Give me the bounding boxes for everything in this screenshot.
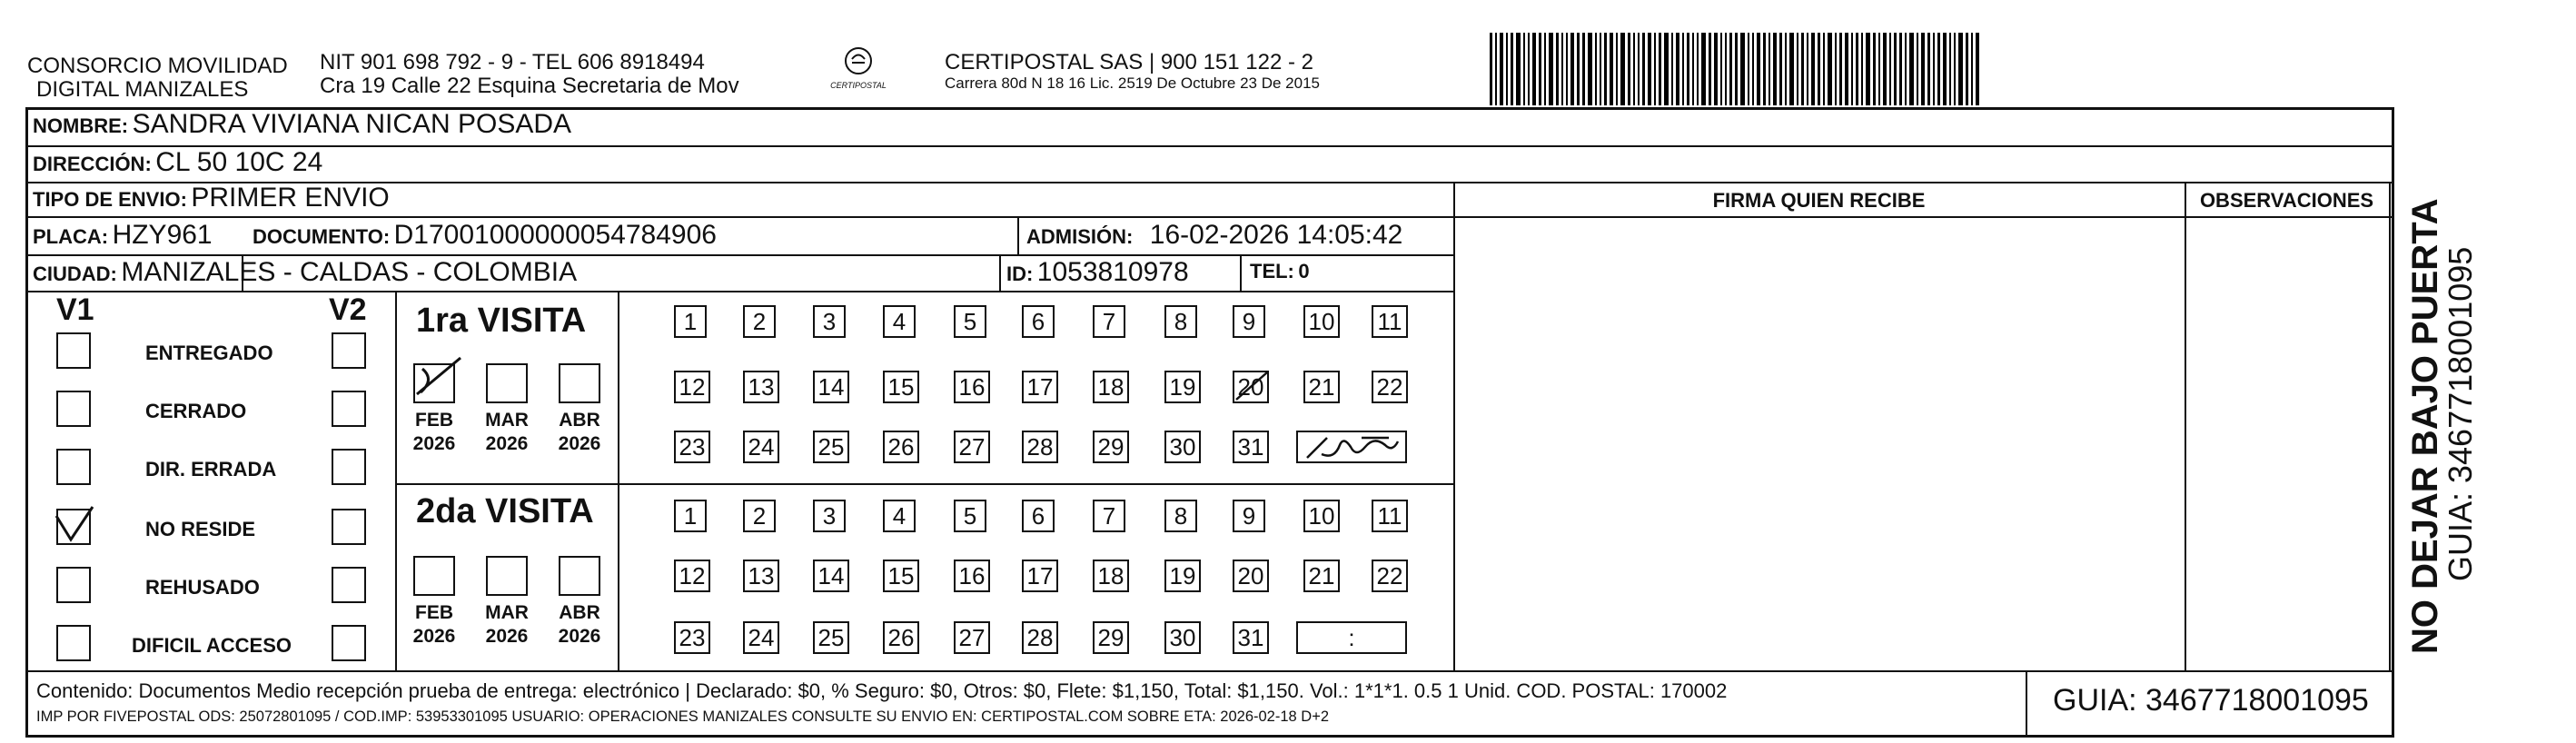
second-day-10[interactable]: 10: [1303, 500, 1340, 532]
logo-text: CERTIPOSTAL: [830, 81, 887, 90]
consorcio-line1: CONSORCIO MOVILIDAD: [27, 54, 288, 78]
first-time-box[interactable]: [1296, 431, 1407, 463]
barcode-bar: [1889, 33, 1891, 105]
barcode-bar: [1883, 33, 1887, 105]
barcode-bar: [1958, 33, 1963, 105]
first-day-11[interactable]: 11: [1372, 305, 1408, 338]
barcode-bar: [1604, 33, 1607, 105]
barcode-bar: [1664, 33, 1669, 105]
barcode-bar: [1866, 33, 1870, 105]
barcode-bar: [1835, 33, 1837, 105]
tel-value: 0: [1298, 260, 1310, 282]
second-day-24[interactable]: 24: [743, 621, 779, 654]
first-day-25[interactable]: 25: [813, 431, 849, 463]
month-name: ABR: [559, 410, 600, 431]
barcode-bar: [1544, 33, 1546, 105]
barcode-bar: [1659, 33, 1661, 105]
ciudad-field: [33, 257, 577, 288]
barcode-bar: [1701, 33, 1706, 105]
barcode-bar: [1628, 33, 1630, 105]
first-day-14[interactable]: 14: [813, 371, 849, 403]
first-day-4[interactable]: 4: [883, 305, 916, 338]
v1-checkbox-dificil-acceso[interactable]: [56, 625, 91, 661]
tipo-envio-field: [33, 183, 390, 213]
barcode-bar: [1511, 33, 1513, 105]
barcode-bar: [1735, 33, 1738, 105]
barcode-bar: [1839, 33, 1842, 105]
barcode-bar: [1616, 33, 1618, 105]
tipo-envio-value: PRIMER ENVIO: [191, 183, 390, 213]
placa-value: HZY961: [112, 220, 213, 250]
barcode-bar: [1610, 33, 1613, 105]
first-month-label-mar: [480, 409, 534, 456]
admision-label: ADMISIÓN:: [1026, 225, 1134, 248]
barcode-bar: [1671, 33, 1673, 105]
barcode-bar: [1600, 33, 1601, 105]
first-month-label-abr: [552, 409, 607, 456]
barcode-bar: [1725, 33, 1727, 105]
first-day-31[interactable]: 31: [1233, 431, 1269, 463]
barcode-bar: [1682, 33, 1684, 105]
nit-line1: NIT 901 698 792 - 9 - TEL 606 8918494: [320, 50, 705, 74]
barcode-bar: [1823, 33, 1825, 105]
v2-checkbox-dir-errada[interactable]: [332, 449, 366, 485]
second-day-17[interactable]: 17: [1022, 560, 1058, 592]
v2-checkbox-no-reside[interactable]: [332, 509, 366, 545]
imp-text: IMP POR FIVEPOSTAL ODS: 25072801095 / COD.IMP: 53953301095 USUARIO: OPERACIONES MANIZALES CONSULTE SU ENVIO EN: CERTIPOSTAL.COM SOBRE ETA: 2026-02-18 D+2: [36, 708, 1330, 725]
month-year: 2026: [485, 626, 529, 647]
barcode-bar: [1818, 33, 1820, 105]
barcode-bar: [1633, 33, 1635, 105]
barcode-bar: [1785, 33, 1787, 105]
documento-label: DOCUMENTO:: [253, 225, 391, 248]
second-month-box-abr[interactable]: [559, 556, 600, 596]
first-day-17[interactable]: 17: [1022, 371, 1058, 403]
first-day-26[interactable]: 26: [883, 431, 919, 463]
barcode-bar: [1828, 33, 1832, 105]
v2-checkbox-entregado[interactable]: [332, 332, 366, 369]
barcode-bar: [1556, 33, 1559, 105]
ciudad-value: MANIZALES - CALDAS - COLOMBIA: [121, 257, 578, 287]
observaciones-header: OBSERVACIONES: [2199, 189, 2374, 212]
certipostal-line2: Carrera 80d N 18 16 Lic. 2519 De Octubre 23 De 2015: [945, 74, 1320, 92]
barcode-bar: [1966, 33, 1968, 105]
placa-field: [33, 220, 213, 251]
second-day-30[interactable]: 30: [1164, 621, 1201, 654]
logo-icon: [843, 45, 874, 76]
barcode-bar: [1752, 33, 1754, 105]
barcode-bar: [1811, 33, 1815, 105]
second-day-27[interactable]: 27: [954, 621, 990, 654]
documento-field: [253, 220, 717, 251]
barcode-bar: [1921, 33, 1925, 105]
month-year: 2026: [558, 433, 601, 454]
certipostal-logo: [822, 45, 895, 90]
first-day-2[interactable]: 2: [743, 305, 776, 338]
first-day-15[interactable]: 15: [883, 371, 919, 403]
observaciones-area[interactable]: [2186, 218, 2389, 670]
barcode-bar: [1769, 33, 1770, 105]
barcode-bar: [1856, 33, 1858, 105]
barcode: [1490, 33, 1982, 105]
v2-checkbox-dificil-acceso[interactable]: [332, 625, 366, 661]
second-day-20[interactable]: 20: [1233, 560, 1269, 592]
status-label-entregado: ENTREGADO: [145, 342, 273, 364]
first-day-28[interactable]: 28: [1022, 431, 1058, 463]
second-day-23[interactable]: 23: [674, 621, 710, 654]
barcode-bar: [1709, 33, 1711, 105]
barcode-bar: [1976, 33, 1979, 105]
status-label-dificil-acceso: DIFICIL ACCESO: [132, 634, 292, 657]
handwritten-time: [1298, 432, 1405, 461]
barcode-bar: [1909, 33, 1914, 105]
second-day-3[interactable]: 3: [813, 500, 846, 532]
barcode-bar: [1692, 33, 1694, 105]
status-label-no-reside: NO RESIDE: [145, 518, 256, 540]
barcode-bar: [1789, 33, 1794, 105]
barcode-bar: [1642, 33, 1645, 105]
barcode-bar: [1779, 33, 1782, 105]
barcode-bar: [1894, 33, 1897, 105]
barcode-bar: [1500, 33, 1503, 105]
v2-checkbox-rehusado[interactable]: [332, 567, 366, 603]
status-label-cerrado: CERRADO: [145, 400, 247, 422]
second-day-8[interactable]: 8: [1164, 500, 1197, 532]
tel-label: TEL:: [1250, 260, 1294, 282]
barcode-bar: [1899, 33, 1902, 105]
first-day-24[interactable]: 24: [743, 431, 779, 463]
first-day-29[interactable]: 29: [1093, 431, 1129, 463]
month-name: FEB: [415, 602, 453, 623]
first-day-9[interactable]: 9: [1233, 305, 1265, 338]
status-label-rehusado: REHUSADO: [145, 576, 260, 599]
barcode-bar: [1933, 33, 1935, 105]
second-month-label-mar: [480, 601, 534, 649]
barcode-bar: [1549, 33, 1553, 105]
first-visit-title: 1ra VISITA: [416, 302, 587, 340]
second-month-box-mar[interactable]: [486, 556, 528, 596]
no-dejar-bajo-puerta: NO DEJAR BAJO PUERTA: [2405, 198, 2445, 654]
first-day-20[interactable]: 20: [1233, 371, 1269, 403]
barcode-bar: [1851, 33, 1853, 105]
barcode-bar: [1943, 33, 1947, 105]
certipostal-line1: CERTIPOSTAL SAS | 900 151 122 - 2: [945, 50, 1313, 74]
contenido-text: Contenido: Documentos Medio recepción prueba de entrega: electrónico | Declarado: $0, % Seguro: $0, Otros: $0, Flete: $1,150, Total: $1,150. Vol.: 1*1*1. 0.5 1 Unid. COD. POSTAL: 170002: [36, 679, 1728, 702]
barcode-bar: [1763, 33, 1766, 105]
placa-label: PLACA:: [33, 225, 109, 248]
second-day-18[interactable]: 18: [1093, 560, 1129, 592]
certipostal-block: [945, 51, 1320, 93]
second-visit-title: 2da VISITA: [416, 492, 594, 530]
second-day-5[interactable]: 5: [954, 500, 986, 532]
barcode-bar: [1495, 33, 1497, 105]
second-day-26[interactable]: 26: [883, 621, 919, 654]
second-day-31[interactable]: 31: [1233, 621, 1269, 654]
barcode-bar: [1490, 33, 1492, 105]
v2-checkbox-cerrado[interactable]: [332, 391, 366, 427]
nombre-label: NOMBRE:: [33, 114, 129, 137]
month-name: MAR: [485, 410, 529, 431]
barcode-bar: [1595, 33, 1597, 105]
second-day-25[interactable]: 25: [813, 621, 849, 654]
second-day-22[interactable]: 22: [1372, 560, 1408, 592]
first-day-12[interactable]: 12: [674, 371, 710, 403]
first-day-6[interactable]: 6: [1022, 305, 1055, 338]
direccion-field: [33, 147, 322, 178]
first-day-1[interactable]: 1: [674, 305, 707, 338]
first-day-8[interactable]: 8: [1164, 305, 1197, 338]
month-name: MAR: [485, 602, 529, 623]
second-day-2[interactable]: 2: [743, 500, 776, 532]
second-day-7[interactable]: 7: [1093, 500, 1125, 532]
barcode-bar: [1588, 33, 1592, 105]
first-day-13[interactable]: 13: [743, 371, 779, 403]
first-day-27[interactable]: 27: [954, 431, 990, 463]
second-day-28[interactable]: 28: [1022, 621, 1058, 654]
id-field: [1006, 257, 1189, 288]
first-day-19[interactable]: 19: [1164, 371, 1201, 403]
second-day-15[interactable]: 15: [883, 560, 919, 592]
barcode-bar: [1638, 33, 1640, 105]
v2-header: V2: [329, 292, 367, 327]
nit-line2: Cra 19 Calle 22 Esquina Secretaria de Mov: [320, 74, 739, 98]
barcode-bar: [1949, 33, 1951, 105]
barcode-bar: [1523, 33, 1525, 105]
barcode-bar: [1861, 33, 1863, 105]
second-day-13[interactable]: 13: [743, 560, 779, 592]
barcode-bar: [1582, 33, 1585, 105]
barcode-bar: [1937, 33, 1940, 105]
barcode-bar: [1620, 33, 1625, 105]
tel-field: [1250, 260, 1310, 283]
month-year: 2026: [412, 626, 456, 647]
barcode-bar: [1905, 33, 1907, 105]
first-day-23[interactable]: 23: [674, 431, 710, 463]
second-day-12[interactable]: 12: [674, 560, 710, 592]
consorcio-name: [27, 54, 288, 102]
barcode-bar: [1570, 33, 1574, 105]
documento-value: D17001000000054784906: [393, 220, 717, 250]
barcode-bar: [1740, 33, 1745, 105]
first-month-box-feb[interactable]: [413, 363, 455, 403]
barcode-bar: [1720, 33, 1722, 105]
firma-area[interactable]: [1455, 218, 2185, 670]
nombre-field: [33, 109, 571, 140]
barcode-bar: [1528, 33, 1530, 105]
second-day-19[interactable]: 19: [1164, 560, 1201, 592]
barcode-bar: [1648, 33, 1651, 105]
barcode-bar: [1971, 33, 1973, 105]
barcode-bar: [1532, 33, 1536, 105]
barcode-bar: [1654, 33, 1656, 105]
tipo-envio-label: TIPO DE ENVIO:: [33, 188, 187, 211]
direccion-value: CL 50 10C 24: [155, 147, 323, 177]
v1-checkbox-no-reside[interactable]: [56, 509, 91, 545]
barcode-bar: [1845, 33, 1848, 105]
barcode-bar: [1748, 33, 1749, 105]
v1-checkbox-dir-errada[interactable]: [56, 449, 91, 485]
first-day-16[interactable]: 16: [954, 371, 990, 403]
month-name: ABR: [559, 602, 600, 623]
barcode-bar: [1757, 33, 1760, 105]
first-day-21[interactable]: 21: [1303, 371, 1340, 403]
barcode-bar: [1773, 33, 1777, 105]
footer-guia: GUIA: 3467718001095: [2053, 683, 2369, 718]
month-year: 2026: [485, 433, 529, 454]
firma-header: FIRMA QUIEN RECIBE: [1712, 189, 1926, 212]
second-day-1[interactable]: 1: [674, 500, 707, 532]
month-year: 2026: [412, 433, 456, 454]
first-month-box-abr[interactable]: [559, 363, 600, 403]
first-day-5[interactable]: 5: [954, 305, 986, 338]
barcode-bar: [1729, 33, 1732, 105]
second-month-label-feb: [407, 601, 461, 649]
ciudad-label: CIUDAD:: [33, 263, 117, 285]
consorcio-line2: DIGITAL MANIZALES: [36, 77, 249, 102]
barcode-bar: [1878, 33, 1880, 105]
barcode-bar: [1561, 33, 1563, 105]
second-month-label-abr: [552, 601, 607, 649]
v1-checkbox-rehusado[interactable]: [56, 567, 91, 603]
id-label: ID:: [1006, 263, 1034, 285]
second-day-21[interactable]: 21: [1303, 560, 1340, 592]
barcode-bar: [1577, 33, 1580, 105]
v1-checkbox-entregado[interactable]: [56, 332, 91, 369]
side-guia: GUIA: 3467718001095: [2442, 246, 2479, 581]
admision-field: [1026, 220, 1402, 251]
first-day-3[interactable]: 3: [813, 305, 846, 338]
nombre-value: SANDRA VIVIANA NICAN POSADA: [132, 109, 572, 139]
second-day-14[interactable]: 14: [813, 560, 849, 592]
first-month-box-mar[interactable]: [486, 363, 528, 403]
second-day-29[interactable]: 29: [1093, 621, 1129, 654]
status-label-dir-errada: DIR. ERRADA: [145, 458, 277, 480]
admision-value: 16-02-2026 14:05:42: [1149, 220, 1403, 250]
first-day-18[interactable]: 18: [1093, 371, 1129, 403]
month-name: FEB: [415, 410, 453, 431]
barcode-bar: [1797, 33, 1798, 105]
first-day-7[interactable]: 7: [1093, 305, 1125, 338]
v1-checkbox-cerrado[interactable]: [56, 391, 91, 427]
first-day-30[interactable]: 30: [1164, 431, 1201, 463]
barcode-bar: [1954, 33, 1956, 105]
barcode-bar: [1807, 33, 1808, 105]
second-day-6[interactable]: 6: [1022, 500, 1055, 532]
barcode-bar: [1714, 33, 1718, 105]
barcode-bar: [1676, 33, 1679, 105]
first-day-10[interactable]: 10: [1303, 305, 1340, 338]
barcode-bar: [1516, 33, 1521, 105]
barcode-bar: [1927, 33, 1930, 105]
id-value: 1053810978: [1036, 257, 1189, 287]
second-day-4[interactable]: 4: [883, 500, 916, 532]
barcode-bar: [1539, 33, 1541, 105]
barcode-bar: [1687, 33, 1689, 105]
month-year: 2026: [558, 626, 601, 647]
second-time-box[interactable]: :: [1296, 621, 1407, 654]
v1-header: V1: [56, 292, 94, 327]
second-day-11[interactable]: 11: [1372, 500, 1408, 532]
barcode-bar: [1506, 33, 1508, 105]
first-month-label-feb: [407, 409, 461, 456]
barcode-bar: [1801, 33, 1804, 105]
barcode-bar: [1697, 33, 1699, 105]
barcode-bar: [1917, 33, 1918, 105]
first-day-22[interactable]: 22: [1372, 371, 1408, 403]
second-day-16[interactable]: 16: [954, 560, 990, 592]
barcode-bar: [1566, 33, 1568, 105]
direccion-label: DIRECCIÓN:: [33, 153, 152, 175]
second-month-box-feb[interactable]: [413, 556, 455, 596]
barcode-bar: [1873, 33, 1876, 105]
nit-block: [320, 51, 739, 98]
second-day-9[interactable]: 9: [1233, 500, 1265, 532]
